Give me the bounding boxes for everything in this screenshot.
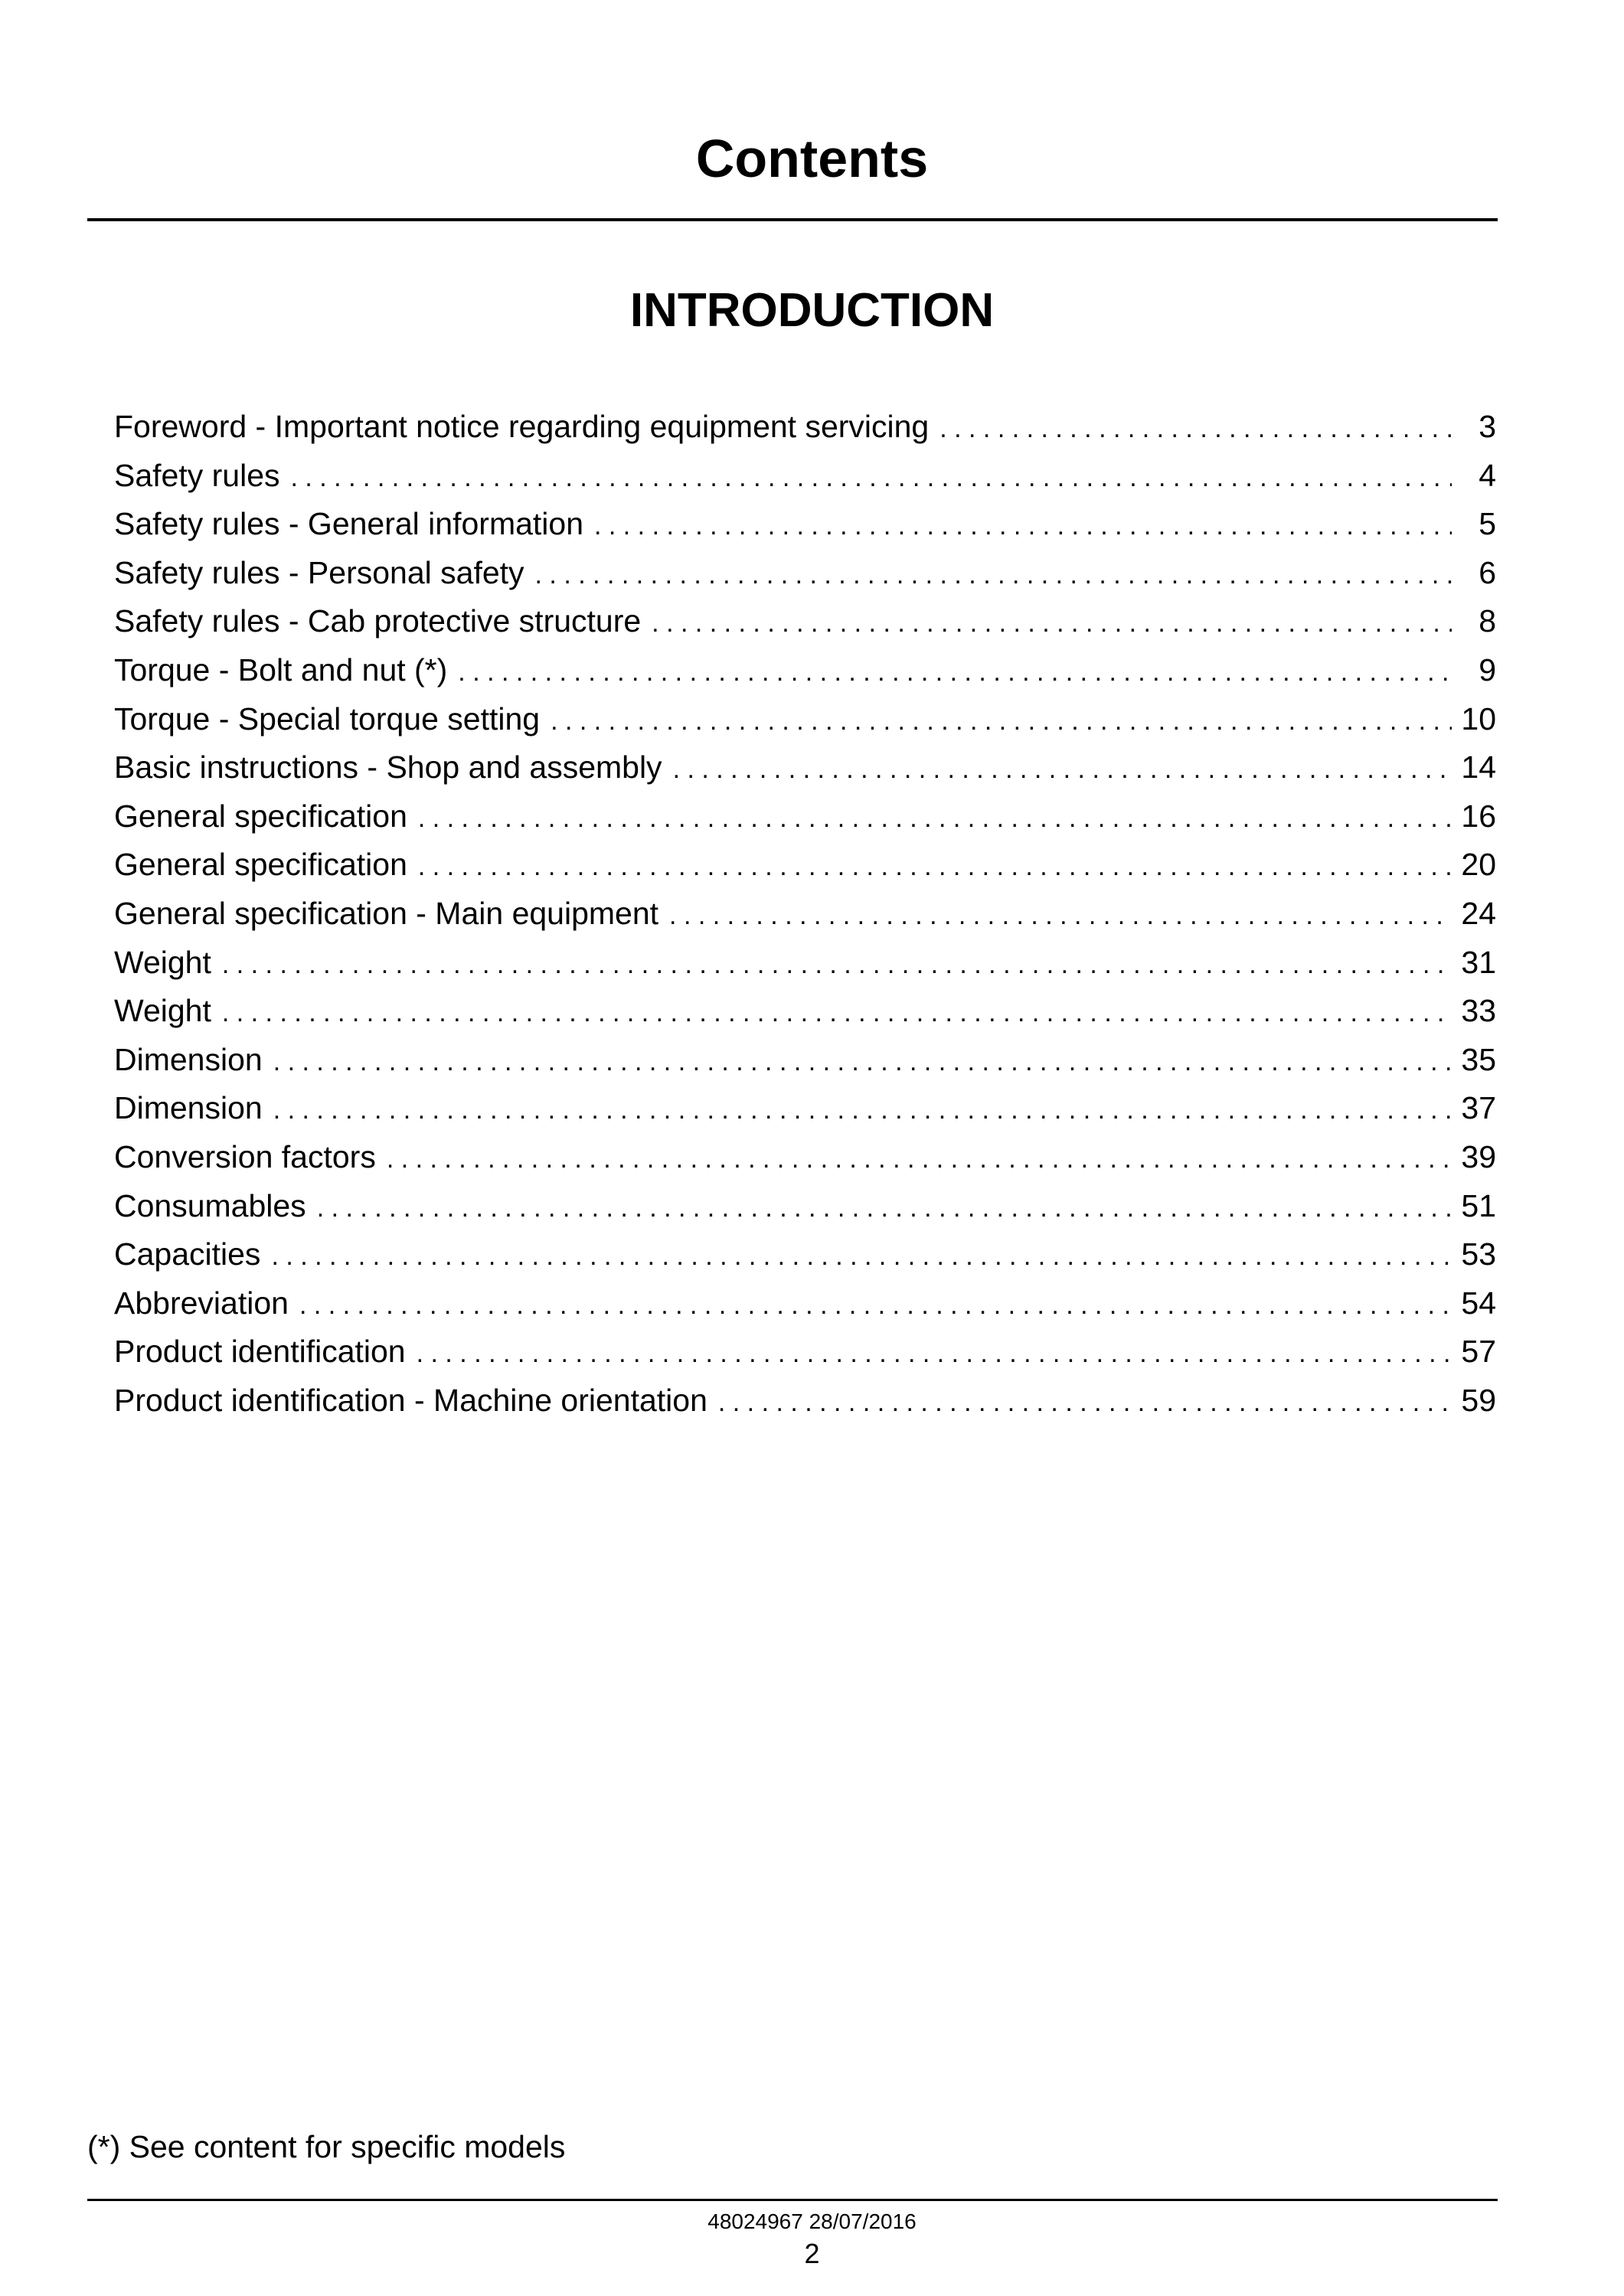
toc-entry-page: 9 (1479, 652, 1496, 687)
toc-entry[interactable] (114, 743, 1496, 792)
toc-entry-page: 31 (1461, 944, 1496, 980)
toc-entry[interactable] (114, 549, 1496, 598)
toc-dot-leader (551, 697, 1452, 746)
toc-entry[interactable] (114, 939, 1496, 988)
toc-entry-page: 24 (1461, 895, 1496, 931)
toc-dot-leader (299, 1282, 1452, 1331)
toc-entry-page: 6 (1479, 554, 1496, 590)
toc-entry[interactable] (114, 1328, 1496, 1377)
toc-entry-label: Consumables (114, 1187, 306, 1223)
toc-entry-page: 4 (1479, 457, 1496, 493)
toc-entry[interactable] (114, 841, 1496, 890)
toc-dot-leader (535, 551, 1452, 600)
toc-dot-leader (222, 989, 1452, 1038)
toc-entry[interactable] (114, 597, 1496, 646)
toc-entry-page: 51 (1461, 1187, 1496, 1223)
toc-entry-page: 8 (1479, 603, 1496, 639)
toc-dot-leader (271, 1233, 1452, 1282)
toc-entry-page: 10 (1461, 701, 1496, 736)
footer-divider (87, 2199, 1498, 2201)
toc-entry[interactable] (114, 646, 1496, 695)
toc-entry-page: 20 (1461, 847, 1496, 883)
toc-entry-page: 57 (1461, 1334, 1496, 1370)
toc-dot-leader (291, 454, 1452, 503)
toc-dot-leader (673, 746, 1452, 795)
toc-dot-leader (273, 1038, 1452, 1087)
page-title: Contents (695, 129, 929, 188)
toc-entry-page: 14 (1461, 750, 1496, 785)
toc-dot-leader (387, 1135, 1452, 1184)
toc-entry-label: Weight (114, 993, 211, 1029)
toc-entry-label: Product identification (114, 1334, 406, 1370)
title-divider (87, 218, 1498, 221)
toc-entry[interactable] (114, 500, 1496, 549)
toc-entry-page: 3 (1479, 409, 1496, 444)
toc-entry-label: Foreword - Important notice regarding equipment servicing (114, 409, 930, 444)
toc-dot-leader (652, 599, 1452, 648)
toc-entry-label: Torque - Bolt and nut (*) (114, 652, 448, 687)
toc-entry-label: Safety rules - General information (114, 506, 583, 542)
section-title: INTRODUCTION (629, 284, 995, 337)
toc-entry-label: Dimension (114, 1090, 263, 1126)
toc-entry-page: 59 (1461, 1382, 1496, 1418)
document-reference: 48024967 28/07/2016 (707, 2209, 917, 2233)
toc-dot-leader (458, 648, 1452, 697)
toc-dot-leader (273, 1086, 1452, 1135)
toc-dot-leader (669, 892, 1452, 941)
toc-entry[interactable] (114, 1377, 1496, 1426)
toc-entry-page: 53 (1461, 1236, 1496, 1272)
toc-entry-label: Torque - Special torque setting (114, 701, 541, 736)
toc-entry-label: Safety rules - Cab protective structure (114, 603, 642, 639)
toc-dot-leader (418, 843, 1452, 892)
toc-entry-label: Weight (114, 944, 211, 980)
toc-entry[interactable] (114, 695, 1496, 744)
toc-entry[interactable] (114, 1279, 1496, 1328)
toc-entry[interactable] (114, 792, 1496, 841)
toc-entry-page: 39 (1461, 1138, 1496, 1174)
toc-entry-label: General specification (114, 798, 407, 834)
toc-entry-label: General specification (114, 847, 407, 883)
toc-entry[interactable] (114, 403, 1496, 452)
toc-entry[interactable] (114, 1084, 1496, 1133)
toc-entry-label: Safety rules - Personal safety (114, 554, 524, 590)
toc-entry[interactable] (114, 1182, 1496, 1231)
toc-dot-leader (718, 1379, 1452, 1428)
footnote: (*) See content for specific models (87, 2129, 566, 2164)
toc-entry[interactable] (114, 1036, 1496, 1085)
toc-entry[interactable] (114, 452, 1496, 501)
toc-entry[interactable] (114, 1133, 1496, 1182)
page-number: 2 (804, 2238, 820, 2269)
table-of-contents (114, 403, 1496, 1425)
toc-dot-leader (594, 502, 1452, 551)
toc-entry[interactable] (114, 890, 1496, 939)
toc-entry[interactable] (114, 1230, 1496, 1279)
toc-entry-label: Conversion factors (114, 1138, 376, 1174)
toc-entry[interactable] (114, 987, 1496, 1036)
toc-entry-page: 16 (1461, 798, 1496, 834)
toc-entry-page: 54 (1461, 1285, 1496, 1321)
toc-dot-leader (417, 1330, 1452, 1379)
toc-dot-leader (418, 795, 1452, 844)
toc-entry-page: 35 (1461, 1041, 1496, 1077)
toc-entry-label: Safety rules (114, 457, 280, 493)
toc-dot-leader (317, 1184, 1452, 1233)
toc-entry-page: 5 (1479, 506, 1496, 542)
toc-entry-label: Product identification - Machine orientation (114, 1382, 707, 1418)
toc-entry-label: General specification - Main equipment (114, 895, 659, 931)
toc-entry-label: Dimension (114, 1041, 263, 1077)
toc-entry-label: Capacities (114, 1236, 261, 1272)
toc-entry-label: Abbreviation (114, 1285, 289, 1321)
toc-dot-leader (939, 405, 1452, 454)
toc-dot-leader (222, 941, 1452, 990)
toc-entry-page: 33 (1461, 993, 1496, 1029)
toc-entry-page: 37 (1461, 1090, 1496, 1126)
toc-entry-label: Basic instructions - Shop and assembly (114, 750, 662, 785)
